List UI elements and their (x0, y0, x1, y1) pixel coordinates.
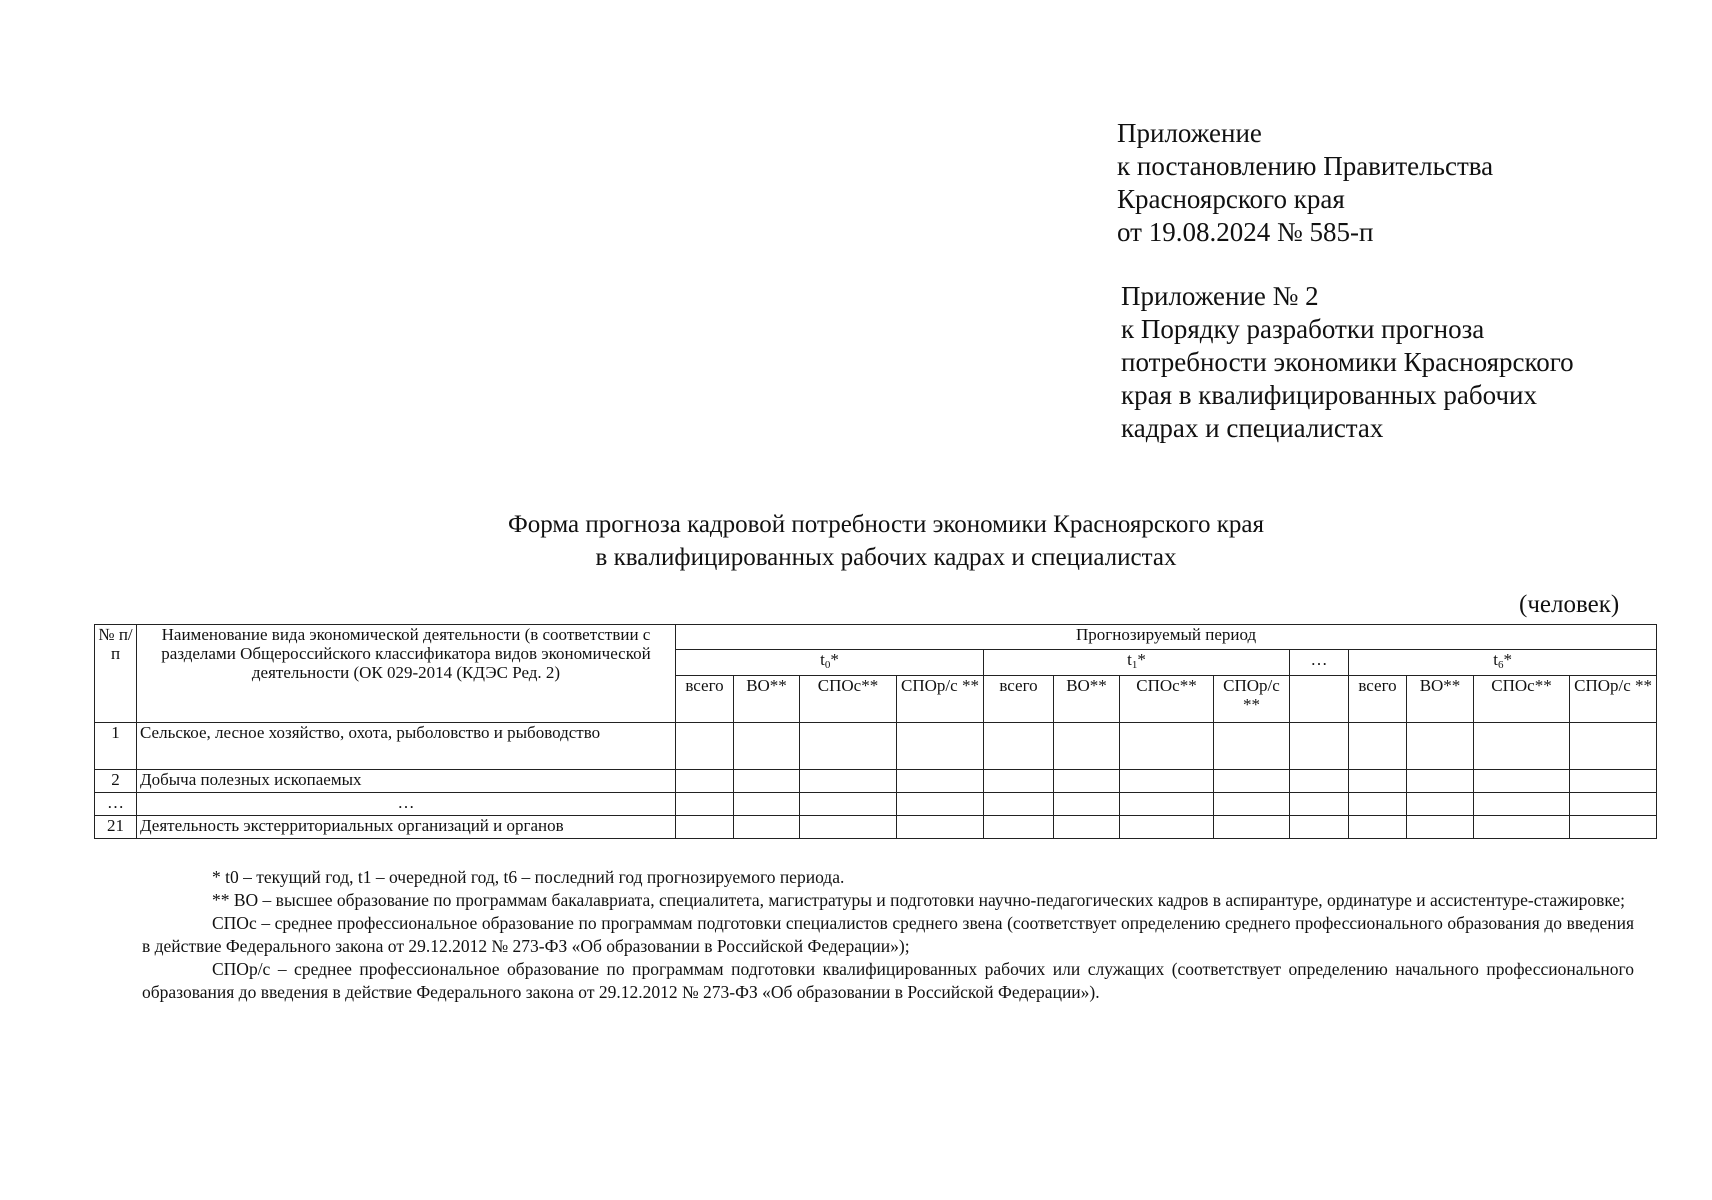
appendix-line: Красноярского края (1117, 184, 1345, 214)
header-period-ellipsis: … (1290, 650, 1349, 676)
appendix-line: кадрах и специалистах (1121, 413, 1384, 443)
header-activity-name: Наименование вида экономической деятельности (в соответствии с разделами Общероссийского классификатора видов экономической деятельности (ОК 029-2014 (КДЭС Ред. 2) (137, 625, 676, 723)
subheader-vo: ВО** (734, 676, 800, 723)
row-activity-name: Сельское, лесное хозяйство, охота, рыболовство и рыбоводство (137, 723, 676, 770)
appendix-2-header (1121, 280, 1574, 445)
table-row (95, 770, 1657, 793)
table-row (95, 723, 1657, 770)
subheader-spors: СПОр/с ** (1214, 676, 1290, 723)
row-number: 1 (95, 723, 137, 770)
footnote-vo: ** ВО – высшее образование по программам бакалавриата, специалитета, магистратуры и подготовки научно-педагогических кадров в аспирантуре, ординатуре и ассистентуре-стажировке; (212, 890, 1626, 910)
footnote-spors: СПОр/с – среднее профессиональное образование по программам подготовки квалифицированных рабочих или служащих (соответствует определению начального профессионального образования до введения в действие Федерального закона от 29.12.2012 № 273-ФЗ «Об образовании в Российской Федерации»). (142, 959, 1634, 1002)
appendix-line: к постановлению Правительства (1117, 151, 1494, 181)
footnotes (142, 866, 1634, 1004)
empty-cell (1290, 676, 1349, 723)
row-activity-name: Добыча полезных ископаемых (137, 770, 676, 793)
subheader-spos: СПОс** (1120, 676, 1214, 723)
header-forecast-period: Прогнозируемый период (676, 625, 1657, 650)
row-number: 2 (95, 770, 137, 793)
appendix-line: потребности экономики Красноярского (1121, 347, 1574, 377)
forecast-table (94, 624, 1657, 839)
form-title-line-1: Форма прогноза кадровой потребности экономики Красноярского края (507, 511, 1265, 538)
form-title (0, 508, 1712, 574)
header-number: № п/п (95, 625, 137, 723)
appendix-line: Приложение (1117, 118, 1262, 148)
unit-label: (человек) (1519, 591, 1620, 618)
table-row (95, 793, 1657, 816)
row-activity-name: Деятельность экстерриториальных организаций и органов (137, 816, 676, 839)
subheader-total: всего (984, 676, 1054, 723)
subheader-vo: ВО** (1054, 676, 1120, 723)
row-activity-name: … (137, 793, 676, 816)
appendix-line: к Порядку разработки прогноза (1121, 314, 1485, 344)
subheader-vo: ВО** (1407, 676, 1474, 723)
appendix-main-header (1117, 117, 1493, 249)
subheader-spors: СПОр/с ** (1570, 676, 1657, 723)
table-row (95, 816, 1657, 839)
header-period-t6: $t_6*$ (1349, 650, 1657, 676)
appendix-line: Приложение № 2 (1121, 281, 1319, 311)
appendix-line: от 19.08.2024 № 585-п (1117, 217, 1374, 247)
header-period-t1: $t_1*$ (984, 650, 1290, 676)
footnote-spos: СПОс – среднее профессиональное образование по программам подготовки специалистов среднего звена (соответствует определению среднего профессионального образования до введения в действие Федерального закона от 29.12.2012 № 273-ФЗ «Об образовании в Российской Федерации»); (142, 913, 1634, 956)
appendix-line: края в квалифицированных рабочих (1121, 380, 1537, 410)
row-number: … (95, 793, 137, 816)
footnote-periods: * t0 – текущий год, t1 – очередной год, t6 – последний год прогнозируемого периода. (212, 867, 845, 887)
row-number: 21 (95, 816, 137, 839)
header-period-t0: $t_0*$ (676, 650, 984, 676)
subheader-total: всего (676, 676, 734, 723)
form-title-line-2: в квалифицированных рабочих кадрах и специалистах (595, 544, 1177, 571)
subheader-spos: СПОс** (800, 676, 897, 723)
subheader-spors: СПОр/с ** (897, 676, 984, 723)
subheader-total: всего (1349, 676, 1407, 723)
subheader-spos: СПОс** (1474, 676, 1570, 723)
